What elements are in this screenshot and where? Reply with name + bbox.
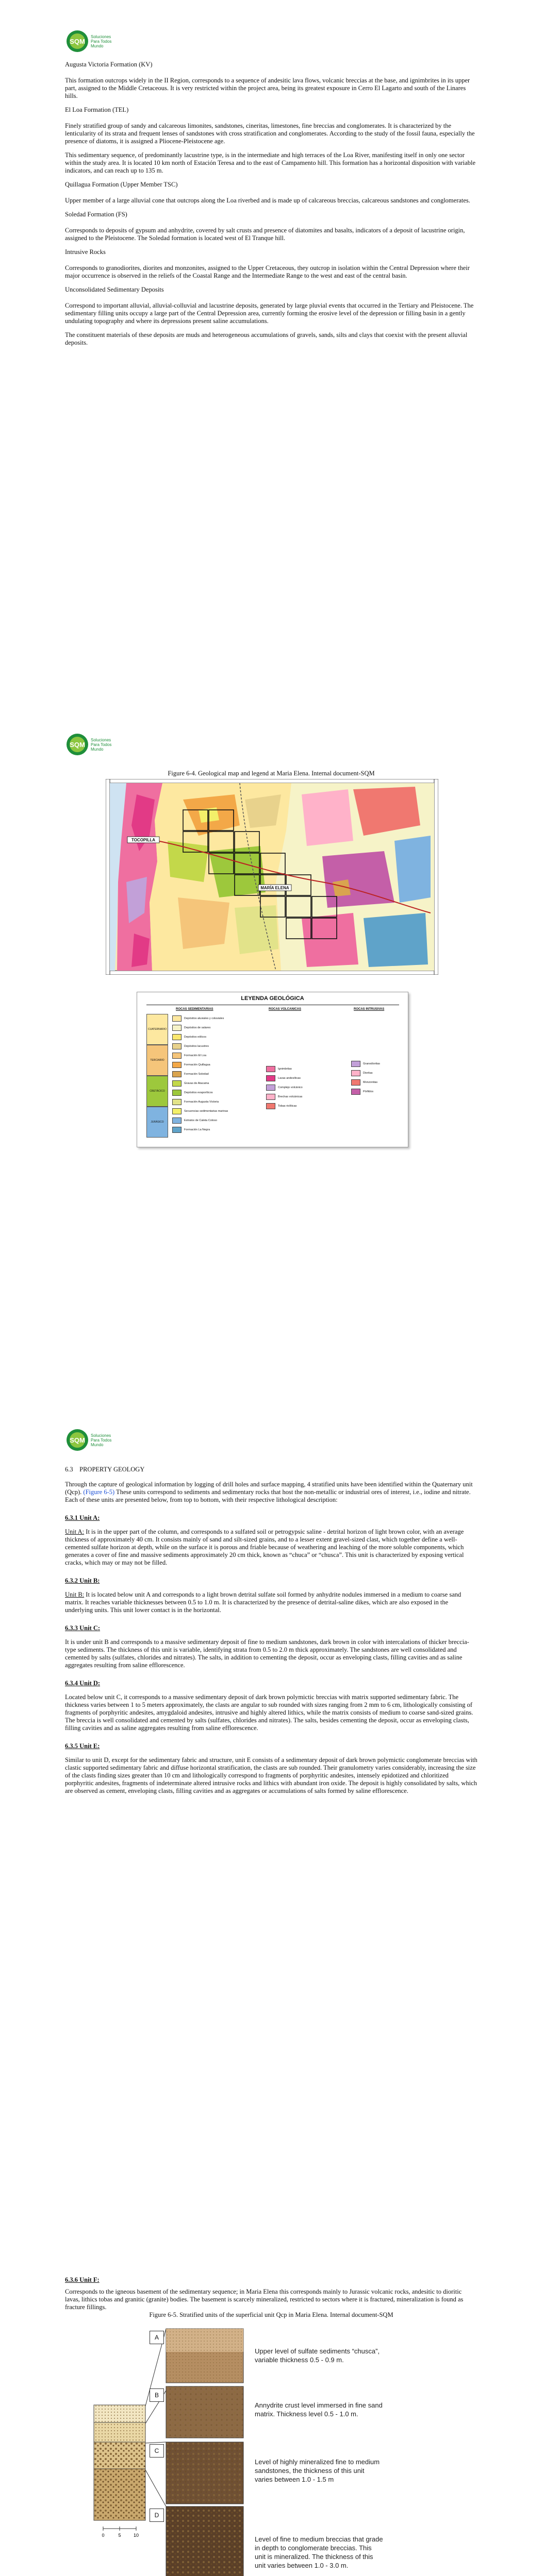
legend-item (172, 1051, 260, 1060)
legend-swatch (172, 1117, 182, 1124)
map-label-maria-elena: MARÍA ELENA (260, 886, 289, 890)
page1-body (65, 61, 477, 353)
unit-description-b: Annydrite crust level immersed in fine sand matrix. Thickness level 0.5 - 1.0 m. (255, 2401, 383, 2418)
legend-swatch (351, 1079, 360, 1086)
unit-kv-title: Augusta Victoria Formation (KV) (65, 61, 153, 68)
legend-label: Depósitos lacustres (184, 1045, 209, 1048)
legend-item (266, 1083, 343, 1092)
legend-label: Formación El Loa (184, 1054, 207, 1057)
legend-item (266, 1092, 343, 1101)
legend-swatch (172, 1053, 182, 1059)
geological-legend (137, 992, 408, 1147)
scale-label-10: 10 (133, 2533, 139, 2538)
svg-text:SQM: SQM (70, 1436, 85, 1444)
legend-label: Gravas de Atacama (184, 1082, 209, 1085)
unit-b-title: 6.3.2 Unit B: (65, 1577, 100, 1584)
legend-item (172, 1032, 260, 1042)
usd-title: Unconsolidated Sedimentary Deposits (65, 286, 164, 293)
legend-item (266, 1101, 343, 1111)
legend-item (266, 1064, 343, 1074)
legend-swatch (172, 1099, 182, 1105)
legend-age-1: TERCIARIO (146, 1045, 168, 1076)
scale-label-0: 0 (102, 2533, 105, 2538)
stratigraphic-figure (89, 2318, 460, 2576)
figure-6-5-caption: Figure 6-5. Stratified units of the superficial unit Qcp in Maria Elena. Internal document-SQM (149, 2311, 393, 2318)
legend-age-3: JURÁSICO (146, 1107, 168, 1138)
legend-swatch (351, 1089, 360, 1095)
legend-swatch (351, 1070, 360, 1076)
legend-label: Brechas volcánicas (278, 1095, 303, 1098)
unit-description-c: Level of highly mineralized fine to medium sandstones, the thickness of this unit varies between 1.0 - 1.5 m (255, 2458, 380, 2483)
unit-tag-b: B (150, 2388, 164, 2402)
legend-swatch (172, 1025, 182, 1031)
legend-label: Formación La Negra (184, 1128, 210, 1131)
svg-text:Para Todos: Para Todos (91, 1438, 112, 1443)
unit-description-a: Upper level of sulfate sediments “chusca”, variable thickness 0.5 - 0.9 m. (255, 2347, 380, 2364)
svg-text:Soluciones: Soluciones (91, 1433, 111, 1438)
legend-item (172, 1079, 260, 1088)
legend-item (266, 1074, 343, 1083)
legend-item (172, 1088, 260, 1097)
legend-age-2: CRETÁCICO (146, 1076, 168, 1107)
unit-b-text: Unit B: It is located below unit A and corresponds to a light brown detrital sulfate soil formed by anhydrite nodules immersed in a medium to coarse sand matrix. It reaches variable thicknesses between 0.5 to 1.0 m. It is characterized by the presence of detrital-saline dikes, which are also exposed in the underlying units. This unit lower contact is in the horizontal. (65, 1591, 461, 1614)
legend-item (351, 1059, 403, 1069)
svg-text:Para Todos: Para Todos (91, 39, 112, 44)
legend-label: Estratos de Caleta Coloso (184, 1119, 217, 1122)
legend-label: Lavas andesíticas (278, 1077, 301, 1080)
legend-label: Complejo volcánico (278, 1086, 303, 1089)
legend-label: Depósitos eólicos (184, 1036, 207, 1039)
legend-vol-list (266, 1064, 343, 1111)
svg-text:Mundo: Mundo (91, 1443, 104, 1447)
legend-swatch (266, 1094, 275, 1100)
scale-label-5: 5 (118, 2533, 121, 2538)
legend-swatch (266, 1084, 275, 1091)
svg-text:SQM: SQM (70, 38, 85, 45)
unit-tag-a: A (150, 2331, 164, 2344)
unit-e-text: Similar to unit D, except for the sedimentary fabric and structure, unit E consists of a sedimentary deposit of dark brown polymictic conglomerate breccias with clastic supported sedimentary fabric and diffuse horizontal stratification, the clasts are sub rounded. Their granulometry varies considerably, increasing the size of the clasts finding sizes greater than 10 cm and lithologically correspond to fragments of porphyritic andesites, intensely epidotized and chloritized porphyritic andesites, fragments of indeterminate altered intrusive rocks and lithics with abundant iron oxide. The deposit is highly consolidated by salts, which are observed as cement, enveloping clasts, filling cavities and as aggregates or accumulations of salts formed by saline efflorescence. (65, 1756, 477, 1794)
figure-6-5-link[interactable]: (Figure 6-5) (83, 1488, 115, 1496)
legend-swatch (172, 1127, 182, 1133)
legend-title: LEYENDA GEOLÓGICA (241, 995, 304, 1002)
legend-label: Pórfidos (363, 1090, 374, 1093)
unit-f-title: 6.3.6 Unit F: (65, 2276, 100, 2283)
legend-label: Formación Augusta Victoria (184, 1100, 219, 1104)
unit-kv-text: This formation outcrops widely in the II Region, corresponds to a sequence of andesitic lava flows, volcanic breccias at the base, and ignimbrites in its upper part, assigned to the Middle Cretaceous. It is very restricted within the project area, being its greatest exposure in Cerro El Lagarto and south of the Linares hills. (65, 77, 470, 99)
svg-text:Mundo: Mundo (91, 44, 104, 48)
legend-swatch (172, 1043, 182, 1049)
legend-label: Tobas riolíticas (278, 1105, 297, 1108)
legend-label: Formación Soledad (184, 1073, 209, 1076)
legend-item (172, 1125, 260, 1134)
unit-c-text: It is under unit B and corresponds to a massive sedimentary deposit of fine to medium sandstones, dark brown in color with intercalations of thicker breccia-type sediments. The thickness of this unit is variable, identifying strata from 0.5 to 2.0 m thick approximately. The sandstones are well consolidated and cemented by salts (sulfates, chlorides and nitrates). The salts, in addition to cementing the deposit, occur as enveloping clasts, filling cavities and as saline aggregates resulting from saline efflorescence. (65, 1638, 469, 1669)
sqm-logo (65, 1425, 122, 1458)
tsc-title: Quillagua Formation (Upper Member TSC) (65, 181, 178, 188)
unit-tag-c: C (150, 2444, 164, 2458)
fs-title: Soledad Formation (FS) (65, 211, 127, 218)
svg-text:Mundo: Mundo (91, 747, 104, 752)
legend-swatch (172, 1062, 182, 1068)
legend-int-list (351, 1059, 403, 1096)
legend-item (172, 1023, 260, 1032)
tel-text-1: Finely stratified group of sandy and calcareous limonites, sandstones, cineritas, limestones, fine breccias and conglomerates. It is characterized by the lenticularity of its strata and frequent lenses of sandstones with cross stratification and conglomerates. According to the study of the fossil fauna, especially the presence of diatoms, it is assigned a Pliocene-Pleistocene age. (65, 122, 475, 145)
legend-item (351, 1078, 403, 1087)
sqm-logo (65, 26, 122, 59)
section-title: 6.3 PROPERTY GEOLOGY (65, 1466, 145, 1473)
legend-swatch (266, 1103, 275, 1109)
unit-description-d: Level of fine to medium breccias that grade in depth to conglomerate breccias. This unit is mineralized. The thickness of this unit varies between 1.0 - 3.0 m. (255, 2535, 383, 2569)
legend-label: Depósitos evaporíticos (184, 1091, 213, 1094)
legend-label: Formación Quillagua (184, 1063, 210, 1066)
legend-age-column (146, 1014, 167, 1138)
section-intro: Through the capture of geological information by logging of drill holes and surface mapping, 4 stratified units have been identified within the Quaternary unit (Qcp). (Figure 6-5) These units correspond to sediments and sedimentary rocks that host the non-metallic or industrial ores of interest, i.e., iodine and nitrate. Each of these units are presented below, from top to bottom, with their respective lithological description: (65, 1481, 473, 1503)
legend-sed-list (172, 1014, 260, 1134)
legend-col-vol: ROCAS VOLCANICAS (269, 1008, 302, 1011)
legend-label: Ignimbritas (278, 1067, 292, 1071)
legend-label: Secuencias sedimentarias marinas (184, 1110, 228, 1113)
svg-text:Para Todos: Para Todos (91, 742, 112, 747)
unit-d-text: Located below unit C, it corresponds to a massive sedimentary deposit of dark brown polymictic breccias with matrix supported sedimentary fabric. The thickness varies between 1 to 5 meters approximately, the clasts are angular to sub rounded with sizes ranging from 2 mm to 6 cm, lithologically consisting of fragments of porphyritic andesites, amygdaloid andesites, intrusive and highly altered lithics, while the matrix consists of medium to coarse sand-sized grains. The breccia is well consolidated and cemented by salts (sulfates, chlorides and nitrates). The salts, besides cementing the deposit, occur as enveloping clasts, filling cavities and as saline aggregates resulting from saline efflorescence. (65, 1693, 473, 1732)
legend-swatch (172, 1015, 182, 1022)
unit-a-title: 6.3.1 Unit A: (65, 1514, 100, 1521)
sqm-logo (65, 729, 122, 762)
legend-swatch (172, 1080, 182, 1087)
legend-label: Granodioritas (363, 1062, 381, 1065)
legend-item (172, 1060, 260, 1070)
legend-col-sed: ROCAS SEDIMENTARIAS (176, 1008, 213, 1011)
legend-swatch (172, 1034, 182, 1040)
usd-text-2: The constituent materials of these deposits are muds and heterogeneous accumulations of gravels, sands, silts and clays that coexist with the present alluvial deposits. (65, 331, 468, 346)
legend-age-0: CUATERNARIO (146, 1014, 168, 1045)
ir-text: Corresponds to granodiorites, diorites and monzonites, assigned to the Upper Cretaceous, they outcrop in isolation within the Central Depression where their major occurrence is observed in the reliefs of the Coastal Range and the Intermediate Range to the west and east of the central basin. (65, 264, 470, 279)
page4-body (65, 2276, 477, 2319)
legend-swatch (351, 1061, 360, 1067)
unit-tag-d: D (150, 2509, 164, 2522)
fs-text: Corresponds to deposits of gypsum and anhydrite, covered by salt crusts and presence of diatomites and basalts, indicators of a deposit of lacustrine origin, assigned to the Pleistocene. The Soledad formation is located west of El Tranque hill. (65, 227, 465, 242)
legend-item (172, 1116, 260, 1125)
legend-label: Dioritas (363, 1072, 373, 1075)
legend-label: Depósitos de salares (184, 1026, 211, 1029)
map-label-tocopilla: TOCOPILLA (131, 838, 156, 842)
svg-text:Soluciones: Soluciones (91, 35, 111, 39)
legend-item (172, 1097, 260, 1107)
legend-item (172, 1107, 260, 1116)
tsc-text: Upper member of a large alluvial cone that outcrops along the Loa riverbed and is made up of calcareous breccias, calcareous sandstones and conglomerates. (65, 197, 470, 204)
svg-text:SQM: SQM (70, 741, 85, 749)
unit-f-text: Corresponds to the igneous basement of the sedimentary sequence; in Maria Elena this corresponds mainly to Jurassic volcanic rocks, andesitic to dioritic lavas, lithics tobas and granitic (granite) bodies. The basement is scarcely mineralized, restricted to sectors where it is fractured, mineralization is found as fracture fillings. (65, 2288, 464, 2311)
legend-item (172, 1070, 260, 1079)
ir-title: Intrusive Rocks (65, 248, 106, 256)
legend-item (172, 1042, 260, 1051)
legend-col-int: ROCAS INTRUSIVAS (354, 1008, 385, 1011)
unit-e-title: 6.3.5 Unit E: (65, 1742, 100, 1750)
geological-map (106, 779, 438, 975)
legend-label: Depósitos aluviales y coluviales (184, 1017, 224, 1020)
legend-swatch (266, 1066, 275, 1072)
tel-title: El Loa Formation (TEL) (65, 106, 129, 113)
page3-body (65, 1466, 477, 1801)
tel-text-2: This sedimentary sequence, of predominantly lacustrine type, is in the intermediate and high terraces of the Loa River, manifesting itself in only one sector within the study area. It is located 10 km north of Estación Teresa and to the east of Campamento hill. This formation has a horizontal disposition with variable indicators, and can reach up to 135 m. (65, 151, 476, 174)
legend-swatch (172, 1108, 182, 1114)
legend-item (172, 1014, 260, 1023)
legend-label: Monzonitas (363, 1081, 378, 1084)
svg-text:Soluciones: Soluciones (91, 738, 111, 742)
figure-6-4-caption: Figure 6-4. Geological map and legend at Maria Elena. Internal document-SQM (168, 770, 375, 777)
unit-a-text: Unit A: It is in the upper part of the column, and corresponds to a sulfated soil or petrogypsic saline - detrital horizon of light brown color, with an average thickness of approximately 40 cm. It consists mainly of sand and silt-sized grains, and to a lesser extent gravel-sized clast, which together define a well-cemented sulfate horizon at depth, while on the surface it is porous and friable because of weathering and leaching of the more soluble components, which generates a cover of fine and massive sediments approximately 20 cm thick, known as “chuca” or “chusca”. This unit is characterized by exposing vertical cracks, which may or may not be filled. (65, 1528, 464, 1566)
usd-text-1: Correspond to important alluvial, alluvial-colluvial and lacustrine deposits, generated by large pluvial events that occurred in the Tertiary and Pleistocene. The sedimentary filling units occupy a large part of the Central Depression area, currently forming the erosive level of the depression or filling basin in a gently undulating topography and where its depressions present saline accumulations. (65, 302, 474, 325)
legend-swatch (172, 1071, 182, 1077)
legend-swatch (172, 1090, 182, 1096)
legend-swatch (266, 1075, 275, 1081)
legend-item (351, 1087, 403, 1096)
unit-d-title: 6.3.4 Unit D: (65, 1680, 101, 1687)
unit-c-title: 6.3.3 Unit C: (65, 1624, 101, 1632)
legend-item (351, 1069, 403, 1078)
